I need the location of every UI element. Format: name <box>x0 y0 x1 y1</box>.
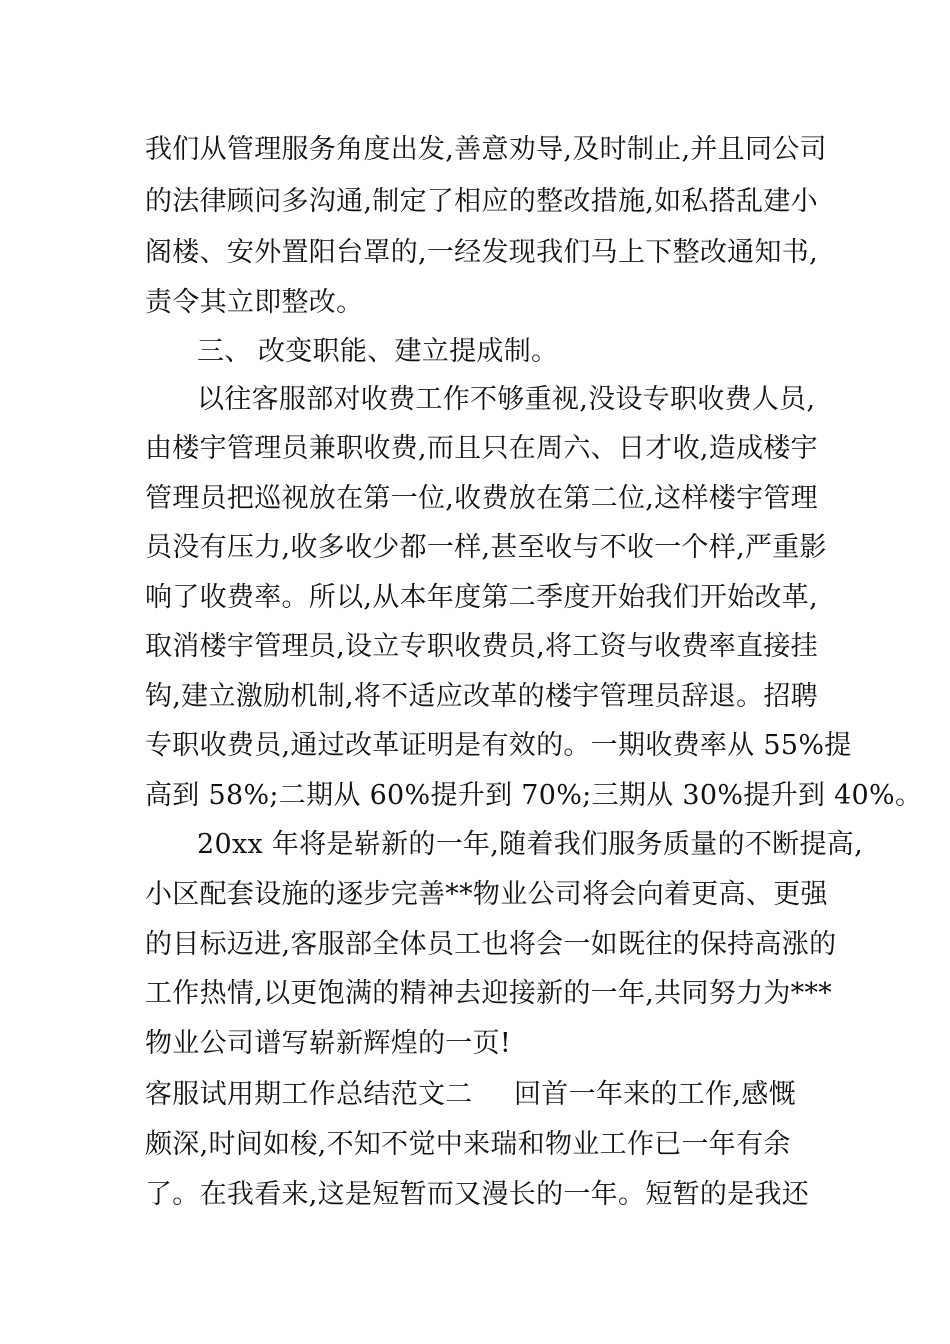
paragraph-2-line-1: 以往客服部对收费工作不够重视,没设专职收费人员, <box>197 384 816 415</box>
paragraph-2-line-9: 高到 58%;二期从 60%提升到 70%;三期从 30%提升到 40%。 <box>145 780 923 811</box>
section-3-number: 三、 <box>197 336 252 367</box>
paragraph-3-line-3: 的目标迈进,客服部全体员工也将会一如既往的保持高涨的 <box>145 929 837 960</box>
paragraph-2-line-5: 响了收费率。所以,从本年度第二季度开始我们开始改革, <box>145 582 818 613</box>
paragraph-1-line-3: 阁楼、安外置阳台罩的,一经发现我们马上下整改通知书, <box>145 237 818 268</box>
section-2-title: 客服试用期工作总结范文二 <box>145 1079 473 1110</box>
paragraph-2-line-7: 钩,建立激励机制,将不适应改革的楼宇管理员辞退。招聘 <box>145 681 818 712</box>
paragraph-1-line-2: 的法律顾问多沟通,制定了相应的整改措施,如私搭乱建小 <box>145 186 818 217</box>
paragraph-2-line-2: 由楼宇管理员兼职收费,而且只在周六、日才收,造成楼宇 <box>145 433 818 464</box>
paragraph-2-line-8: 专职收费员,通过改革证明是有效的。一期收费率从 55%提 <box>145 730 852 761</box>
paragraph-1-line-1: 我们从管理服务角度出发,善意劝导,及时制止,并且同公司 <box>145 134 827 165</box>
section-2-lead: 回首一年来的工作,感慨 <box>514 1079 796 1110</box>
paragraph-3-line-2: 小区配套设施的逐步完善**物业公司将会向着更高、更强 <box>145 879 828 910</box>
paragraph-3-line-4: 工作热情,以更饱满的精神去迎接新的一年,共同努力为*** <box>145 978 833 1009</box>
section-2-line-2: 了。在我看来,这是短暂而又漫长的一年。短暂的是我还 <box>145 1179 810 1210</box>
section-2-line-1: 颇深,时间如梭,不知不觉中来瑞和物业工作已一年有余 <box>145 1129 791 1160</box>
paragraph-1-line-4: 责令其立即整改。 <box>145 287 364 318</box>
paragraph-2-line-4: 员没有压力,收多收少都一样,甚至收与不收一个样,严重影 <box>145 532 827 563</box>
paragraph-2-line-3: 管理员把巡视放在第一位,收费放在第二位,这样楼宇管理 <box>145 483 818 514</box>
paragraph-3-line-5: 物业公司谱写崭新辉煌的一页! <box>145 1028 512 1059</box>
paragraph-3-line-1: 20xx 年将是崭新的一年,随着我们服务质量的不断提高, <box>197 829 863 860</box>
paragraph-2-line-6: 取消楼宇管理员,设立专职收费员,将工资与收费率直接挂 <box>145 631 818 662</box>
section-3-title: 改变职能、建立提成制。 <box>258 336 559 367</box>
